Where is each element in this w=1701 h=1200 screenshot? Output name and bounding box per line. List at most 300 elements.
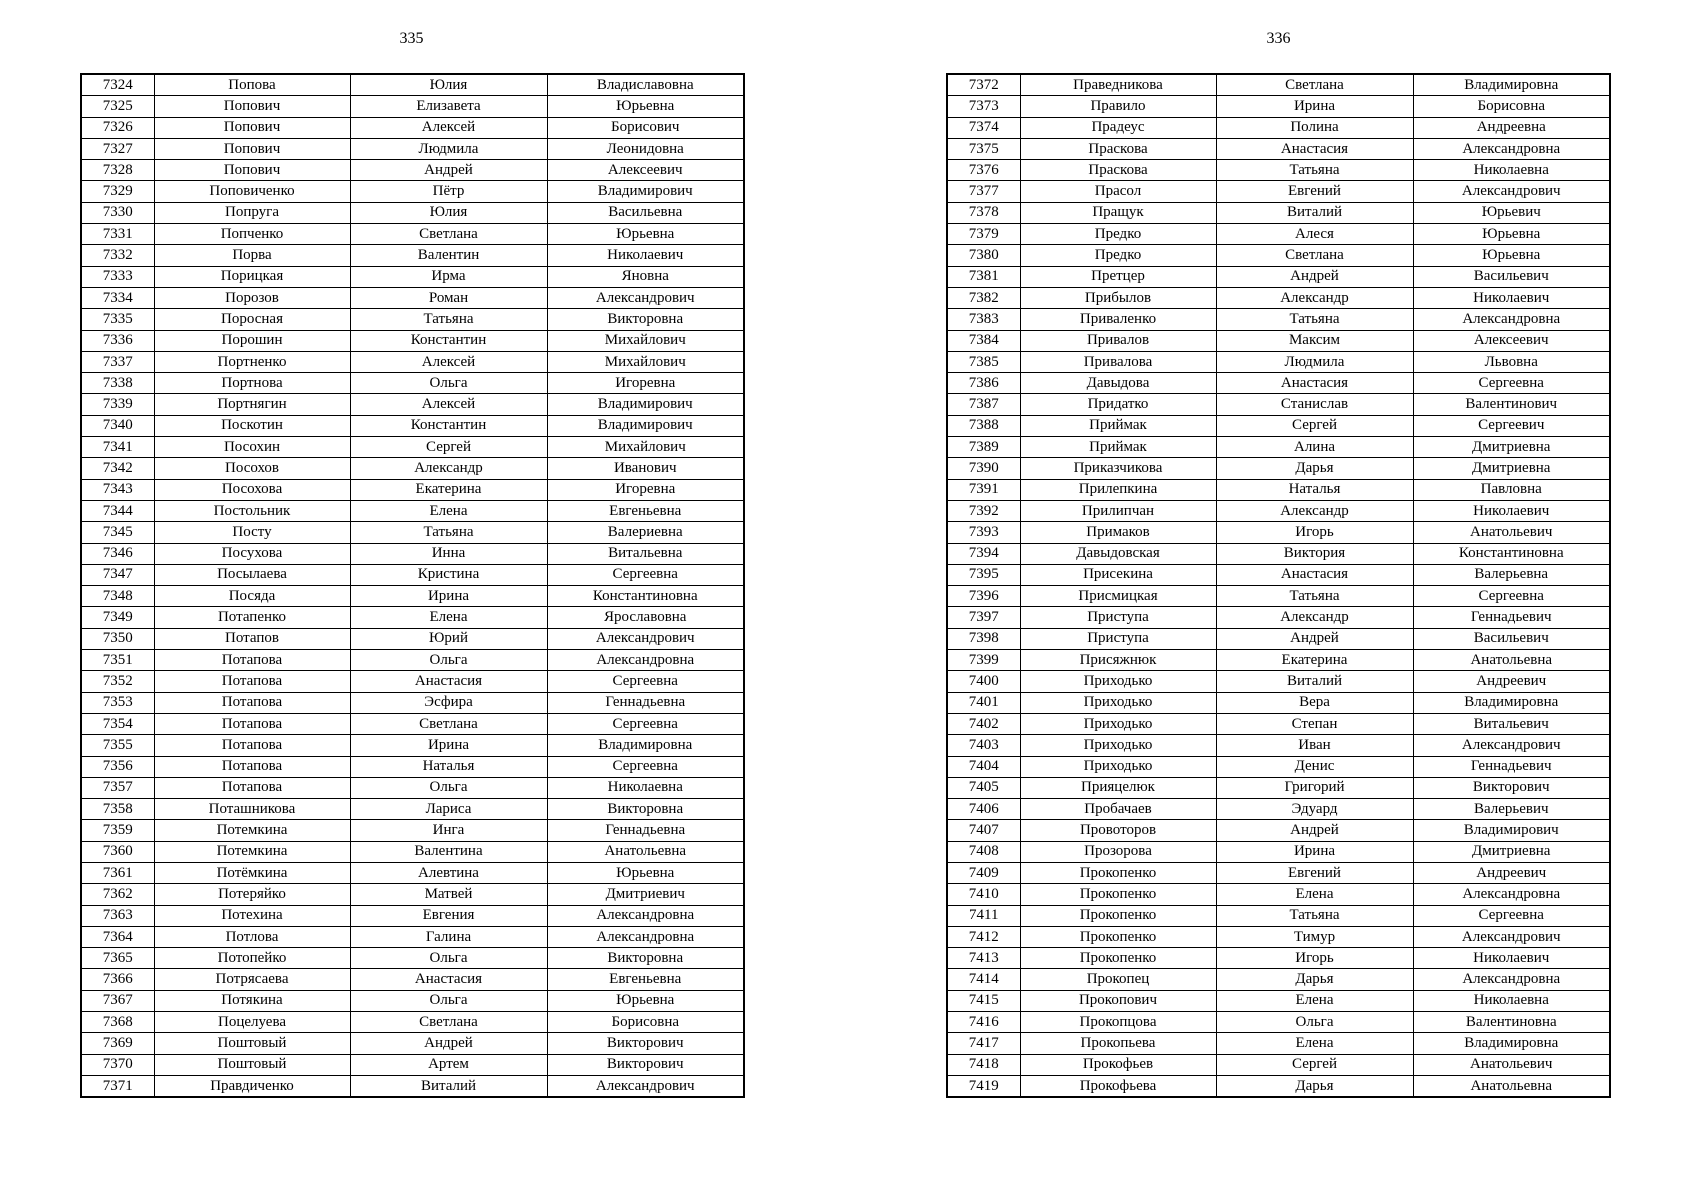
row-number: 7397 xyxy=(947,607,1020,628)
row-number: 7380 xyxy=(947,245,1020,266)
first-name-cell: Матвей xyxy=(350,884,547,905)
first-name-cell: Елена xyxy=(1216,990,1413,1011)
patronymic-cell: Сергеевич xyxy=(1413,415,1610,436)
first-name-cell: Ирина xyxy=(350,735,547,756)
table-row xyxy=(81,1054,744,1075)
row-number: 7415 xyxy=(947,990,1020,1011)
patronymic-cell: Юрьевна xyxy=(1413,245,1610,266)
patronymic-cell: Яновна xyxy=(547,266,744,287)
first-name-cell: Иван xyxy=(1216,735,1413,756)
table-row xyxy=(947,351,1610,372)
first-name-cell: Ирина xyxy=(1216,841,1413,862)
first-name-cell: Алексей xyxy=(350,394,547,415)
table-row xyxy=(947,1075,1610,1097)
table-row xyxy=(947,650,1610,671)
table-row xyxy=(81,713,744,734)
patronymic-cell: Анатольевич xyxy=(1413,522,1610,543)
surname-cell: Прокопьева xyxy=(1020,1033,1216,1054)
table-row xyxy=(81,160,744,181)
patronymic-cell: Геннадьевна xyxy=(547,820,744,841)
patronymic-cell: Геннадьевич xyxy=(1413,756,1610,777)
row-number: 7372 xyxy=(947,74,1020,96)
surname-cell: Прозорова xyxy=(1020,841,1216,862)
row-number: 7378 xyxy=(947,202,1020,223)
table-row xyxy=(81,96,744,117)
table-row xyxy=(947,309,1610,330)
patronymic-cell: Александрович xyxy=(1413,181,1610,202)
patronymic-cell: Владимирович xyxy=(547,394,744,415)
row-number: 7373 xyxy=(947,96,1020,117)
row-number: 7325 xyxy=(81,96,154,117)
table-row xyxy=(81,437,744,458)
table-row xyxy=(947,224,1610,245)
patronymic-cell: Александровна xyxy=(1413,309,1610,330)
surname-cell: Прилепкина xyxy=(1020,479,1216,500)
surname-cell: Попова xyxy=(154,74,350,96)
table-row xyxy=(81,202,744,223)
row-number: 7401 xyxy=(947,692,1020,713)
first-name-cell: Татьяна xyxy=(350,522,547,543)
table-row xyxy=(81,820,744,841)
patronymic-cell: Андреевич xyxy=(1413,862,1610,883)
surname-cell: Потлова xyxy=(154,926,350,947)
first-name-cell: Константин xyxy=(350,415,547,436)
row-number: 7391 xyxy=(947,479,1020,500)
surname-cell: Пращук xyxy=(1020,202,1216,223)
surname-cell: Потрясаева xyxy=(154,969,350,990)
patronymic-cell: Сергеевна xyxy=(1413,373,1610,394)
patronymic-cell: Николаевна xyxy=(1413,990,1610,1011)
surname-cell: Примаков xyxy=(1020,522,1216,543)
patronymic-cell: Ярославовна xyxy=(547,607,744,628)
row-number: 7371 xyxy=(81,1075,154,1097)
first-name-cell: Степан xyxy=(1216,713,1413,734)
surname-cell: Потякина xyxy=(154,990,350,1011)
row-number: 7358 xyxy=(81,799,154,820)
surname-cell: Потёмкина xyxy=(154,862,350,883)
surname-cell: Прокопович xyxy=(1020,990,1216,1011)
patronymic-cell: Александровна xyxy=(547,650,744,671)
table-row xyxy=(947,74,1610,96)
patronymic-cell: Валентиновна xyxy=(1413,1012,1610,1033)
table-row xyxy=(81,990,744,1011)
surname-cell: Приходько xyxy=(1020,671,1216,692)
row-number: 7417 xyxy=(947,1033,1020,1054)
row-number: 7333 xyxy=(81,266,154,287)
surname-cell: Праведникова xyxy=(1020,74,1216,96)
table-row xyxy=(81,862,744,883)
patronymic-cell: Витальевна xyxy=(547,543,744,564)
table-row xyxy=(81,1012,744,1033)
surname-cell: Прадеус xyxy=(1020,117,1216,138)
first-name-cell: Вера xyxy=(1216,692,1413,713)
patronymic-cell: Витальевич xyxy=(1413,713,1610,734)
patronymic-cell: Сергеевна xyxy=(547,564,744,585)
surname-cell: Приходько xyxy=(1020,713,1216,734)
row-number: 7363 xyxy=(81,905,154,926)
first-name-cell: Алеся xyxy=(1216,224,1413,245)
patronymic-cell: Геннадьевна xyxy=(547,692,744,713)
first-name-cell: Евгения xyxy=(350,905,547,926)
surname-cell: Праскова xyxy=(1020,138,1216,159)
first-name-cell: Сергей xyxy=(350,437,547,458)
first-name-cell: Максим xyxy=(1216,330,1413,351)
row-number: 7394 xyxy=(947,543,1020,564)
patronymic-cell: Иванович xyxy=(547,458,744,479)
first-name-cell: Александр xyxy=(350,458,547,479)
surname-cell: Праскова xyxy=(1020,160,1216,181)
table-row xyxy=(81,1075,744,1097)
surname-cell: Порозов xyxy=(154,287,350,308)
surname-cell: Правило xyxy=(1020,96,1216,117)
patronymic-cell: Дмитриевна xyxy=(1413,437,1610,458)
table-row xyxy=(81,373,744,394)
patronymic-cell: Викторовна xyxy=(547,948,744,969)
surname-cell: Посохова xyxy=(154,479,350,500)
row-number: 7327 xyxy=(81,138,154,159)
row-number: 7360 xyxy=(81,841,154,862)
surname-cell: Потапова xyxy=(154,713,350,734)
first-name-cell: Сергей xyxy=(1216,415,1413,436)
first-name-cell: Инга xyxy=(350,820,547,841)
table-row xyxy=(947,713,1610,734)
table-row xyxy=(81,224,744,245)
first-name-cell: Юрий xyxy=(350,628,547,649)
first-name-cell: Алексей xyxy=(350,351,547,372)
table-row xyxy=(947,330,1610,351)
row-number: 7352 xyxy=(81,671,154,692)
patronymic-cell: Валериевна xyxy=(547,522,744,543)
table-row xyxy=(947,138,1610,159)
first-name-cell: Андрей xyxy=(350,160,547,181)
first-name-cell: Виталий xyxy=(1216,671,1413,692)
patronymic-cell: Викторовна xyxy=(547,309,744,330)
patronymic-cell: Игоревна xyxy=(547,373,744,394)
patronymic-cell: Сергеевна xyxy=(1413,905,1610,926)
first-name-cell: Сергей xyxy=(1216,1054,1413,1075)
surname-cell: Попович xyxy=(154,117,350,138)
row-number: 7357 xyxy=(81,777,154,798)
surname-cell: Попович xyxy=(154,96,350,117)
patronymic-cell: Николаевич xyxy=(1413,287,1610,308)
surname-cell: Посылаева xyxy=(154,564,350,585)
table-row xyxy=(947,543,1610,564)
first-name-cell: Андрей xyxy=(350,1033,547,1054)
names-table-body xyxy=(81,74,744,1097)
first-name-cell: Татьяна xyxy=(1216,905,1413,926)
surname-cell: Посту xyxy=(154,522,350,543)
first-name-cell: Полина xyxy=(1216,117,1413,138)
surname-cell: Потапова xyxy=(154,692,350,713)
patronymic-cell: Сергеевна xyxy=(1413,586,1610,607)
surname-cell: Попченко xyxy=(154,224,350,245)
row-number: 7396 xyxy=(947,586,1020,607)
surname-cell: Потемкина xyxy=(154,841,350,862)
surname-cell: Потапов xyxy=(154,628,350,649)
surname-cell: Прокопенко xyxy=(1020,948,1216,969)
surname-cell: Привалова xyxy=(1020,351,1216,372)
first-name-cell: Наталья xyxy=(350,756,547,777)
table-row xyxy=(947,564,1610,585)
first-name-cell: Ольга xyxy=(350,373,547,394)
patronymic-cell: Алексеевич xyxy=(1413,330,1610,351)
surname-cell: Порва xyxy=(154,245,350,266)
table-row xyxy=(81,628,744,649)
row-number: 7411 xyxy=(947,905,1020,926)
table-row xyxy=(81,905,744,926)
table-row xyxy=(81,777,744,798)
surname-cell: Посухова xyxy=(154,543,350,564)
patronymic-cell: Александровна xyxy=(1413,969,1610,990)
first-name-cell: Ирина xyxy=(350,586,547,607)
patronymic-cell: Валентинович xyxy=(1413,394,1610,415)
surname-cell: Постольник xyxy=(154,500,350,521)
first-name-cell: Роман xyxy=(350,287,547,308)
patronymic-cell: Юрьевна xyxy=(547,96,744,117)
table-row xyxy=(81,117,744,138)
table-row xyxy=(81,500,744,521)
surname-cell: Предко xyxy=(1020,245,1216,266)
patronymic-cell: Михайлович xyxy=(547,351,744,372)
row-number: 7354 xyxy=(81,713,154,734)
table-row xyxy=(947,117,1610,138)
row-number: 7340 xyxy=(81,415,154,436)
row-number: 7361 xyxy=(81,862,154,883)
row-number: 7387 xyxy=(947,394,1020,415)
first-name-cell: Александр xyxy=(1216,287,1413,308)
patronymic-cell: Сергеевна xyxy=(547,756,744,777)
table-row xyxy=(947,692,1610,713)
surname-cell: Прокопенко xyxy=(1020,926,1216,947)
table-row xyxy=(81,181,744,202)
table-row xyxy=(947,479,1610,500)
row-number: 7349 xyxy=(81,607,154,628)
patronymic-cell: Юрьевич xyxy=(1413,202,1610,223)
table-row xyxy=(81,650,744,671)
surname-cell: Приходько xyxy=(1020,735,1216,756)
first-name-cell: Наталья xyxy=(1216,479,1413,500)
row-number: 7409 xyxy=(947,862,1020,883)
names-table xyxy=(80,73,745,1098)
surname-cell: Прасол xyxy=(1020,181,1216,202)
first-name-cell: Людмила xyxy=(1216,351,1413,372)
table-row xyxy=(947,628,1610,649)
patronymic-cell: Александрович xyxy=(547,1075,744,1097)
surname-cell: Потехина xyxy=(154,905,350,926)
patronymic-cell: Александрович xyxy=(1413,735,1610,756)
surname-cell: Потемкина xyxy=(154,820,350,841)
patronymic-cell: Алексеевич xyxy=(547,160,744,181)
row-number: 7343 xyxy=(81,479,154,500)
surname-cell: Потапова xyxy=(154,671,350,692)
table-row xyxy=(947,522,1610,543)
patronymic-cell: Сергеевна xyxy=(547,671,744,692)
table-row xyxy=(947,862,1610,883)
table-row xyxy=(947,266,1610,287)
table-row xyxy=(81,74,744,96)
first-name-cell: Анастасия xyxy=(1216,138,1413,159)
patronymic-cell: Леонидовна xyxy=(547,138,744,159)
row-number: 7351 xyxy=(81,650,154,671)
row-number: 7337 xyxy=(81,351,154,372)
table-row xyxy=(947,1033,1610,1054)
first-name-cell: Дарья xyxy=(1216,458,1413,479)
table-row xyxy=(947,756,1610,777)
first-name-cell: Галина xyxy=(350,926,547,947)
surname-cell: Правдиченко xyxy=(154,1075,350,1097)
row-number: 7362 xyxy=(81,884,154,905)
patronymic-cell: Васильевич xyxy=(1413,628,1610,649)
table-row xyxy=(81,1033,744,1054)
table-row xyxy=(947,777,1610,798)
patronymic-cell: Николаевич xyxy=(1413,500,1610,521)
surname-cell: Прияцелюк xyxy=(1020,777,1216,798)
row-number: 7368 xyxy=(81,1012,154,1033)
table-row xyxy=(947,96,1610,117)
table-row xyxy=(81,586,744,607)
surname-cell: Потапова xyxy=(154,650,350,671)
table-row xyxy=(81,926,744,947)
row-number: 7328 xyxy=(81,160,154,181)
surname-cell: Прибылов xyxy=(1020,287,1216,308)
patronymic-cell: Борисовна xyxy=(547,1012,744,1033)
table-row xyxy=(947,1012,1610,1033)
row-number: 7395 xyxy=(947,564,1020,585)
patronymic-cell: Владимировна xyxy=(547,735,744,756)
first-name-cell: Дарья xyxy=(1216,1075,1413,1097)
first-name-cell: Денис xyxy=(1216,756,1413,777)
table-row xyxy=(947,884,1610,905)
first-name-cell: Дарья xyxy=(1216,969,1413,990)
first-name-cell: Светлана xyxy=(350,224,547,245)
table-row xyxy=(81,884,744,905)
table-row xyxy=(947,969,1610,990)
surname-cell: Прокофьев xyxy=(1020,1054,1216,1075)
surname-cell: Потапова xyxy=(154,735,350,756)
patronymic-cell: Валерьевна xyxy=(1413,564,1610,585)
row-number: 7389 xyxy=(947,437,1020,458)
patronymic-cell: Сергеевна xyxy=(547,713,744,734)
surname-cell: Приступа xyxy=(1020,628,1216,649)
first-name-cell: Инна xyxy=(350,543,547,564)
first-name-cell: Ольга xyxy=(350,948,547,969)
table-row xyxy=(81,671,744,692)
first-name-cell: Виталий xyxy=(1216,202,1413,223)
first-name-cell: Светлана xyxy=(350,1012,547,1033)
first-name-cell: Татьяна xyxy=(1216,309,1413,330)
first-name-cell: Елена xyxy=(1216,1033,1413,1054)
surname-cell: Приймак xyxy=(1020,415,1216,436)
patronymic-cell: Анатольевич xyxy=(1413,1054,1610,1075)
row-number: 7370 xyxy=(81,1054,154,1075)
table-row xyxy=(81,458,744,479)
row-number: 7393 xyxy=(947,522,1020,543)
surname-cell: Присекина xyxy=(1020,564,1216,585)
table-row xyxy=(81,415,744,436)
first-name-cell: Светлана xyxy=(350,713,547,734)
row-number: 7326 xyxy=(81,117,154,138)
row-number: 7392 xyxy=(947,500,1020,521)
table-row xyxy=(81,735,744,756)
table-row xyxy=(81,841,744,862)
table-row xyxy=(81,138,744,159)
surname-cell: Претцер xyxy=(1020,266,1216,287)
patronymic-cell: Владимировна xyxy=(1413,74,1610,96)
table-row xyxy=(947,415,1610,436)
first-name-cell: Валентин xyxy=(350,245,547,266)
first-name-cell: Тимур xyxy=(1216,926,1413,947)
surname-cell: Придатко xyxy=(1020,394,1216,415)
patronymic-cell: Викторович xyxy=(547,1054,744,1075)
table-row xyxy=(947,458,1610,479)
row-number: 7379 xyxy=(947,224,1020,245)
first-name-cell: Александр xyxy=(1216,500,1413,521)
surname-cell: Попруга xyxy=(154,202,350,223)
first-name-cell: Анастасия xyxy=(350,969,547,990)
first-name-cell: Ольга xyxy=(350,990,547,1011)
first-name-cell: Алина xyxy=(1216,437,1413,458)
row-number: 7356 xyxy=(81,756,154,777)
first-name-cell: Екатерина xyxy=(350,479,547,500)
surname-cell: Порицкая xyxy=(154,266,350,287)
patronymic-cell: Николаевич xyxy=(1413,948,1610,969)
first-name-cell: Татьяна xyxy=(350,309,547,330)
patronymic-cell: Васильевна xyxy=(547,202,744,223)
row-number: 7338 xyxy=(81,373,154,394)
row-number: 7342 xyxy=(81,458,154,479)
surname-cell: Прилипчан xyxy=(1020,500,1216,521)
first-name-cell: Евгений xyxy=(1216,862,1413,883)
first-name-cell: Екатерина xyxy=(1216,650,1413,671)
row-number: 7364 xyxy=(81,926,154,947)
row-number: 7369 xyxy=(81,1033,154,1054)
table-row xyxy=(947,841,1610,862)
table-row xyxy=(81,479,744,500)
surname-cell: Посяда xyxy=(154,586,350,607)
row-number: 7334 xyxy=(81,287,154,308)
patronymic-cell: Владимировна xyxy=(1413,1033,1610,1054)
names-table-body xyxy=(947,74,1610,1097)
row-number: 7350 xyxy=(81,628,154,649)
patronymic-cell: Александровна xyxy=(547,905,744,926)
row-number: 7418 xyxy=(947,1054,1020,1075)
table-row xyxy=(81,969,744,990)
patronymic-cell: Александрович xyxy=(1413,926,1610,947)
table-row xyxy=(81,692,744,713)
patronymic-cell: Игоревна xyxy=(547,479,744,500)
surname-cell: Потапова xyxy=(154,756,350,777)
first-name-cell: Александр xyxy=(1216,607,1413,628)
row-number: 7406 xyxy=(947,799,1020,820)
row-number: 7365 xyxy=(81,948,154,969)
table-row xyxy=(947,181,1610,202)
first-name-cell: Юлия xyxy=(350,202,547,223)
patronymic-cell: Викторович xyxy=(547,1033,744,1054)
row-number: 7400 xyxy=(947,671,1020,692)
patronymic-cell: Дмитриевна xyxy=(1413,458,1610,479)
first-name-cell: Алексей xyxy=(350,117,547,138)
row-number: 7359 xyxy=(81,820,154,841)
first-name-cell: Светлана xyxy=(1216,74,1413,96)
patronymic-cell: Дмитриевич xyxy=(547,884,744,905)
surname-cell: Прокопец xyxy=(1020,969,1216,990)
first-name-cell: Анастасия xyxy=(1216,564,1413,585)
table-row xyxy=(947,905,1610,926)
row-number: 7336 xyxy=(81,330,154,351)
surname-cell: Потопейко xyxy=(154,948,350,969)
patronymic-cell: Андреевна xyxy=(1413,117,1610,138)
first-name-cell: Лариса xyxy=(350,799,547,820)
